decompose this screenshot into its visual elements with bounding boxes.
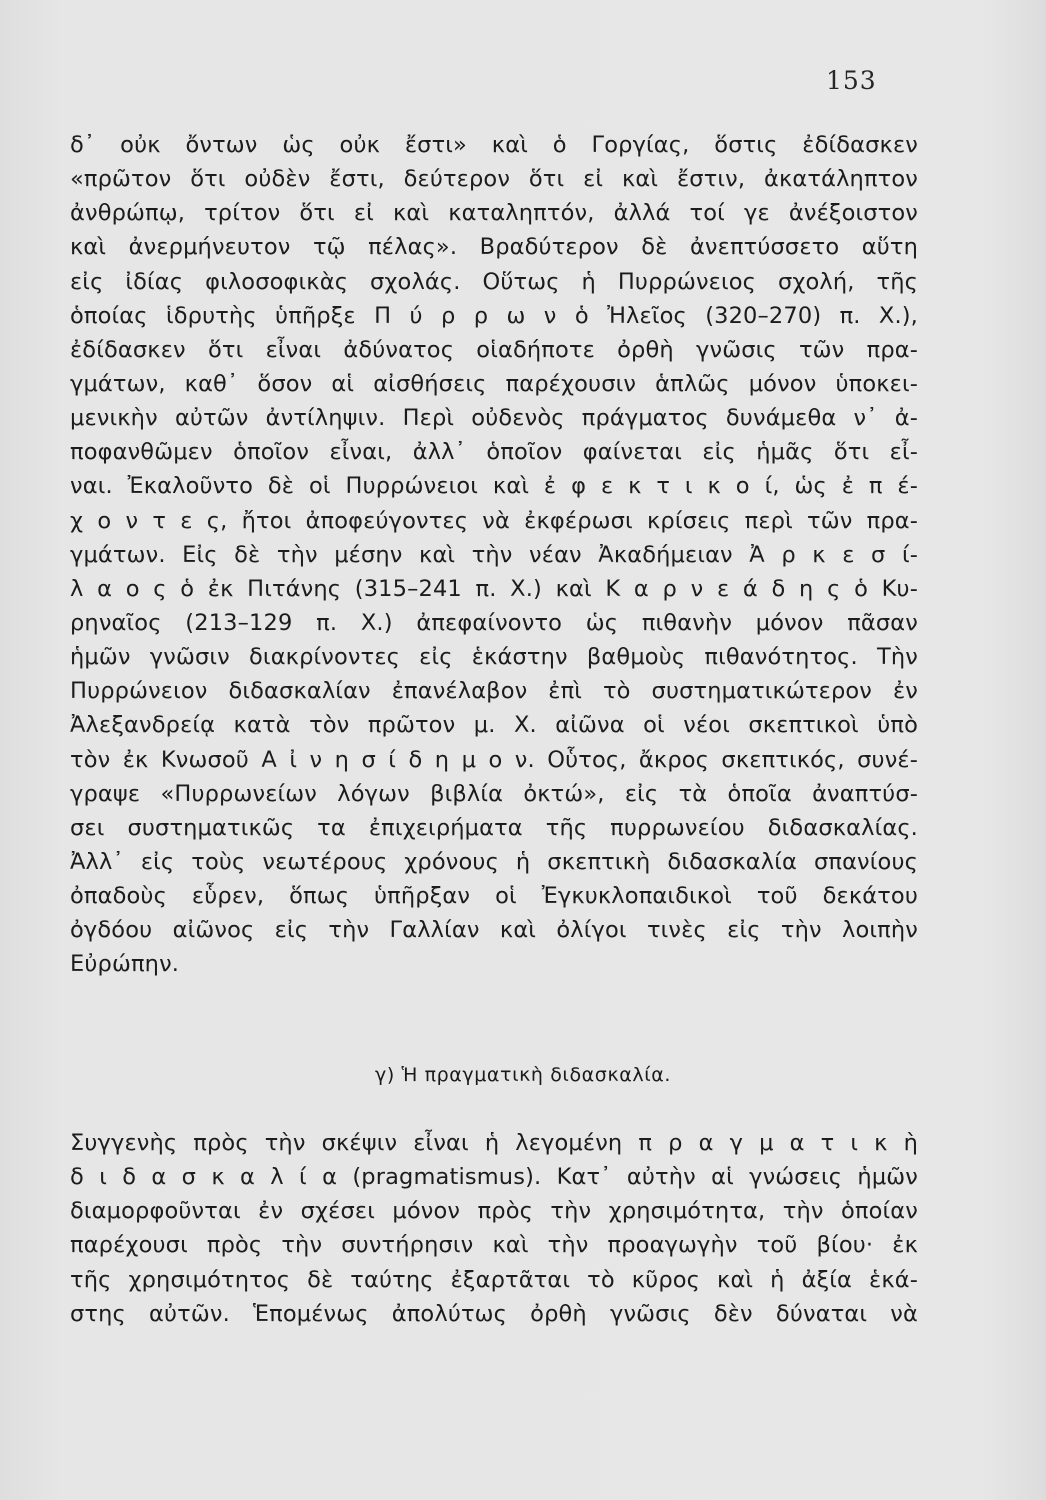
text-line: Ἀλλ᾽ εἰς τοὺς νεωτέρους χρόνους ἡ σκεπτικὴ διδασκαλία σπανίους	[70, 848, 918, 875]
body-text-block-2	[70, 1126, 918, 1331]
text-line: χ ο ν τ ε ς, ἤτοι ἀποφεύγοντες νὰ ἐκφέρωσι κρίσεις περὶ τῶν πρα-	[70, 507, 918, 534]
text-line: στης αὐτῶν. Ἑπομένως ἀπολύτως ὀρθὴ γνῶσις δὲν δύναται νὰ	[70, 1300, 918, 1327]
text-line: σει συστηματικῶς τα ἐπιχειρήματα τῆς πυρρωνείου διδασκαλίας.	[70, 814, 918, 841]
text-line: δ ι δ α σ κ α λ ί α (pragmatismus). Κατ᾽ αὐτὴν αἱ γνώσεις ἡμῶν	[70, 1164, 918, 1191]
text-line: τὸν ἐκ Κνωσοῦ Α ἰ ν η σ ί δ η μ ο ν. Οὗτος, ἄκρος σκεπτικός, συνέ-	[70, 746, 918, 773]
text-line: παρέχουσι πρὸς τὴν συντήρησιν καὶ τὴν προαγωγὴν τοῦ βίου· ἐκ	[70, 1232, 918, 1259]
text-line: Ἀλεξανδρείᾳ κατὰ τὸν πρῶτον μ. Χ. αἰῶνα οἱ νέοι σκεπτικοὶ ὑπὸ	[70, 712, 918, 739]
text-line: τῆς χρησιμότητος δὲ ταύτης ἐξαρτᾶται τὸ κῦρος καὶ ἡ ἀξία ἑκά-	[70, 1266, 918, 1293]
text-line: ὀγδόου αἰῶνος εἰς τὴν Γαλλίαν καὶ ὀλίγοι τινὲς εἰς τὴν λοιπὴν	[70, 917, 918, 944]
text-line: «πρῶτον ὅτι οὐδὲν ἔστι, δεύτερον ὅτι εἰ καὶ ἔστιν, ἀκατάληπτον	[70, 166, 918, 193]
page-number: 153	[826, 66, 877, 95]
section-heading: γ) Ἡ πραγματικὴ διδασκαλία.	[374, 1064, 672, 1086]
text-line: καὶ ἀνερμήνευτον τῷ πέλας». Βραδύτερον δὲ ἀνεπτύσσετο αὕτη	[70, 234, 918, 261]
text-line: Εὐρώπην.	[70, 951, 180, 978]
text-line: γραψε «Πυρρωνείων λόγων βιβλία ὀκτώ», εἰς τὰ ὁποῖα ἀναπτύσ-	[70, 780, 918, 807]
text-line: διαμορφοῦνται ἐν σχέσει μόνον πρὸς τὴν χρησιμότητα, τὴν ὁποίαν	[70, 1198, 918, 1225]
text-line: ναι. Ἐκαλοῦντο δὲ οἱ Πυρρώνειοι καὶ ἐ φ ε κ τ ι κ ο ί, ὡς ἐ π έ-	[70, 473, 918, 500]
text-line: γμάτων, καθ᾽ ὅσον αἱ αἰσθήσεις παρέχουσιν ἁπλῶς μόνον ὑποκει-	[70, 370, 918, 397]
text-line: ρηναῖος (213–129 π. Χ.) ἀπεφαίνοντο ὡς πιθανὴν μόνον πᾶσαν	[70, 609, 918, 636]
text-line: ἡμῶν γνῶσιν διακρίνοντες εἰς ἑκάστην βαθμοὺς πιθανότητος. Τὴν	[70, 644, 918, 671]
text-line: ὁποίας ἱδρυτὴς ὑπῆρξε Π ύ ρ ρ ω ν ὁ Ἠλεῖος (320–270) π. Χ.),	[70, 302, 918, 329]
text-line: ἐδίδασκεν ὅτι εἶναι ἀδύνατος οἱαδήποτε ὀρθὴ γνῶσις τῶν πρα-	[70, 336, 918, 363]
text-line: λ α ο ς ὁ ἐκ Πιτάνης (315–241 π. Χ.) καὶ Κ α ρ ν ε ά δ η ς ὁ Κυ-	[70, 575, 918, 602]
text-line: Συγγενὴς πρὸς τὴν σκέψιν εἶναι ἡ λεγομένη π ρ α γ μ α τ ι κ ὴ	[70, 1130, 918, 1156]
body-text-block-1	[70, 128, 918, 982]
text-line: εἰς ἰδίας φιλοσοφικὰς σχολάς. Οὕτως ἡ Πυρρώνειος σχολή, τῆς	[70, 268, 918, 295]
text-line: γμάτων. Εἰς δὲ τὴν μέσην καὶ τὴν νέαν Ἀκαδήμειαν Ἀ ρ κ ε σ ί-	[70, 541, 918, 568]
text-line: ποφανθῶμεν ὁποῖον εἶναι, ἀλλ᾽ ὁποῖον φαίνεται εἰς ἡμᾶς ὅτι εἶ-	[70, 439, 918, 466]
text-line: δ᾽ οὐκ ὄντων ὡς οὐκ ἔστι» καὶ ὁ Γοργίας, ὅστις ἐδίδασκεν	[70, 132, 918, 158]
text-line: μενικὴν αὐτῶν ἀντίληψιν. Περὶ οὐδενὸς πράγματος δυνάμεθα ν᾽ ἀ-	[70, 405, 918, 432]
text-line: ὀπαδοὺς εὗρεν, ὅπως ὑπῆρξαν οἱ Ἐγκυκλοπαιδικοὶ τοῦ δεκάτου	[70, 883, 918, 910]
text-line: Πυρρώνειον διδασκαλίαν ἐπανέλαβον ἐπὶ τὸ συστηματικώτερον ἐν	[70, 678, 918, 705]
text-line: ἀνθρώπῳ, τρίτον ὅτι εἰ καὶ καταληπτόν, ἀλλά τοί γε ἀνέξοιστον	[70, 200, 918, 227]
